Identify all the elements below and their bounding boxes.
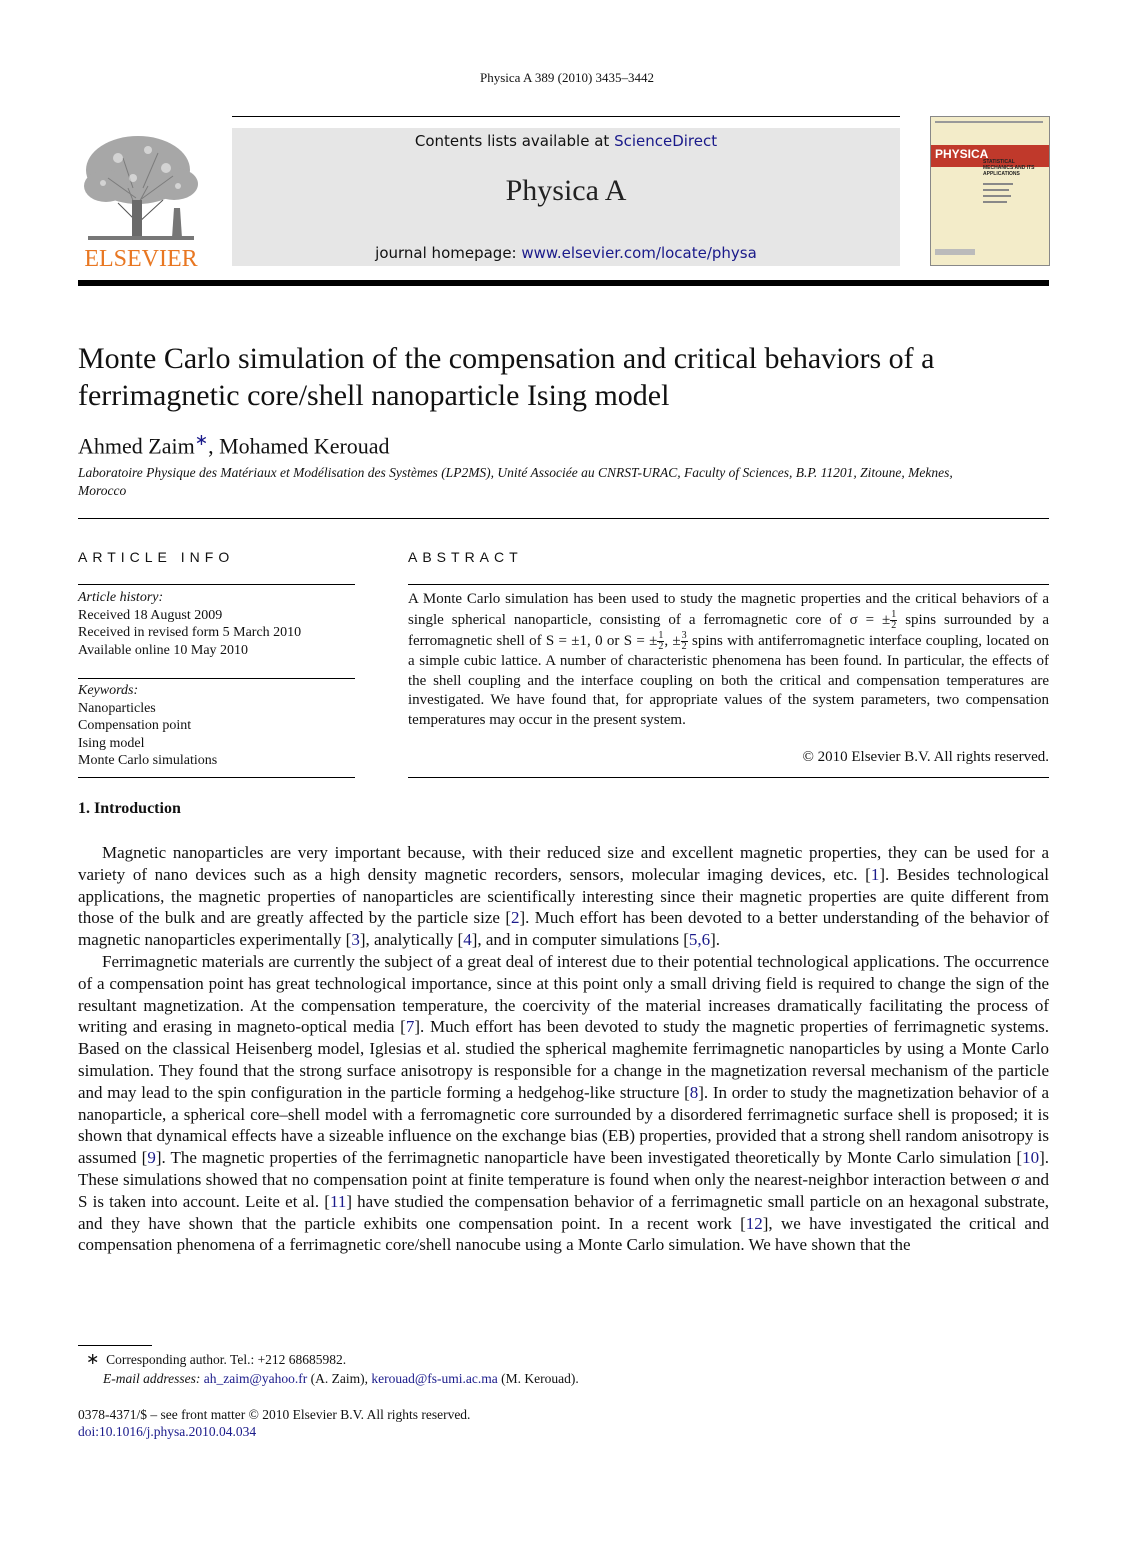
keyword: Ising model [78, 735, 145, 751]
abstract-rule [408, 584, 1049, 585]
email-link-2[interactable]: kerouad@fs-umi.ac.ma [371, 1371, 498, 1386]
citation-link[interactable]: 3 [351, 930, 360, 950]
cover-subtitle: STATISTICAL MECHANICS AND ITS APPLICATIONS [983, 159, 1035, 177]
keywords [78, 682, 355, 770]
online-date: Available online 10 May 2010 [78, 642, 249, 658]
journal-cover-thumbnail [930, 116, 1050, 266]
citation-link[interactable]: 9 [147, 1148, 156, 1168]
svg-text:ELSEVIER: ELSEVIER [84, 246, 198, 270]
elsevier-tree-icon [78, 128, 204, 270]
introduction-heading: 1. Introduction [78, 800, 181, 817]
header-thick-rule [78, 280, 1049, 286]
footnote-text: Corresponding author. Tel.: +212 68685982. [106, 1352, 347, 1367]
article-history [78, 589, 355, 659]
received-date: Received 18 August 2009 [78, 607, 223, 623]
keyword: Monte Carlo simulations [78, 753, 218, 768]
journal-name: Physica A [505, 174, 627, 207]
fraction-three-halves: $\frac{3}{2}$ [681, 629, 687, 652]
introduction-body [78, 842, 1049, 1256]
citation-link[interactable]: 7 [405, 1017, 415, 1037]
email-link-1[interactable]: ah_zaim@yahoo.fr [203, 1371, 308, 1386]
author-list [78, 430, 390, 459]
homepage-prefix: journal homepage: [375, 244, 517, 262]
revised-date: Received in revised form 5 March 2010 [78, 625, 302, 640]
fraction-one-half: $\frac{1}{2}$ [891, 608, 897, 631]
citation-link[interactable]: 8 [689, 1082, 699, 1102]
corresponding-author-mark[interactable]: ∗ [194, 432, 209, 449]
header-top-rule [232, 116, 900, 117]
author-2: Mohamed Kerouad [219, 433, 390, 459]
author-separator: , [208, 433, 220, 459]
article-info-rule [78, 678, 355, 679]
abstract-text: A Monte Carlo simulation has been used to study the magnetic properties and the critical behaviors of a single spherical nanoparticle, consisting of a ferromagnetic core of σ = ± $\frac{1}{2}$ spins surrounded by a ferromagnetic shell of S = ±1, 0 or S = ± $\frac{1}{2}$ , ± $\frac{3}{2}$ spins with antiferromagnetic interface coupling, located on a simple cubic lattice. A number of characteristic phenomena has been found. In particular, the effects of the shell coupling and the interface coupling on both the critical and compensation temperatures are investigated. We have found that, for appropriate values of the system parameters, two compensation temperatures may occur in the present system. © 2010 Elsevier B.V. All rights reserved. [408, 590, 1049, 731]
contents-prefix: Contents lists available at [414, 132, 610, 150]
journal-homepage-link[interactable]: www.elsevier.com/locate/physa [521, 244, 757, 262]
citation-link[interactable]: 4 [463, 930, 472, 950]
abstract-copyright: © 2010 Elsevier B.V. All rights reserved. [802, 749, 1049, 765]
citation-link[interactable]: 2 [511, 908, 520, 928]
article-info-rule [78, 777, 355, 778]
issn-line: 0378-4371/$ – see front matter © 2010 Elsevier B.V. All rights reserved. [78, 1407, 471, 1422]
abstract-rule [408, 777, 1049, 778]
history-label: Article history: [78, 590, 164, 605]
keywords-label: Keywords: [78, 683, 139, 698]
cover-title: PHYSICA [935, 147, 989, 161]
citation-link[interactable]: 11 [329, 1191, 347, 1211]
footnote-mark: ∗ [86, 1351, 100, 1368]
affiliation: Laboratoire Physique des Matériaux et Modélisation des Systèmes (LP2MS), Unité Associée au CNRST-URAC, Faculty of Sciences, B.P. 11201, Zitoune, Meknes, Morocco [78, 465, 953, 498]
title-rule [78, 518, 1049, 519]
article-info-heading: ARTICLE INFO [78, 549, 235, 565]
homepage-line [232, 244, 900, 262]
keyword: Nanoparticles [78, 700, 156, 716]
email-label: E-mail addresses: [103, 1371, 201, 1386]
sciencedirect-link[interactable]: ScienceDirect [614, 132, 718, 150]
citation-link[interactable]: 5,6 [688, 930, 711, 950]
journal-header-box [232, 128, 900, 266]
article-info-rule [78, 584, 355, 585]
contents-line [232, 132, 900, 150]
fraction-one-half: $\frac{1}{2}$ [658, 629, 664, 652]
footnote: ∗ Corresponding author. Tel.: +212 68685982. E-mail addresses: ah_zaim@yahoo.fr (A. Zaim), kerouad@fs-umi.ac.ma (M. Kerouad). [86, 1351, 579, 1386]
article-title: Monte Carlo simulation of the compensation and critical behaviors of a ferrimagnetic core/shell nanoparticle Ising model [78, 342, 935, 412]
front-matter [78, 1406, 470, 1440]
journal-reference: Physica A 389 (2010) 3435–3442 [479, 70, 655, 85]
keyword: Compensation point [78, 718, 192, 733]
citation-link[interactable]: 1 [870, 864, 880, 884]
intro-paragraph-1: Magnetic nanoparticles are very important because, with their reduced size and excellent magnetic properties, they can be used for a variety of nano devices such as a high density magnetic recorders, sensors, molecular imaging devices, etc. [1]. Besides technological applications, the magnetic properties of nanoparticles are scientifically interesting since their magnetic properties are quite different from those of the bulk and are greatly affected by the particle size [2]. Much effort has been devoted to a better understanding of the behavior of magnetic nanoparticles experimentally [3], analytically [4], and in computer simulations [5,6]. [78, 843, 1049, 950]
author-1: Ahmed Zaim [78, 433, 195, 459]
doi-link[interactable]: doi:10.1016/j.physa.2010.04.034 [78, 1424, 257, 1439]
abstract-heading: ABSTRACT [408, 549, 523, 565]
citation-link[interactable]: 12 [745, 1213, 763, 1233]
footnote-rule [78, 1345, 152, 1346]
elsevier-logo [78, 128, 204, 270]
intro-paragraph-2: Ferrimagnetic materials are currently the subject of a great deal of interest due to their potential technological applications. The occurrence of a compensation point has great technological importance, since at this point only a small driving field is required to change the sign of the resultant magnetization. At the compensation temperature, the coercivity of the material increases dramatically facilitating the process of writing and erasing in magneto-optical media [7]. Much effort has been devoted to study the magnetic properties of ferrimagnetic systems. Based on the classical Heisenberg model, Iglesias et al. studied the spherical maghemite ferrimagnetic nanoparticles by using a Monte Carlo simulation. They found that the strong surface anisotropy is responsible for a change in the magnetization reversal mechanism of the particle and may lead to the spin configuration in the particle forming a hedgehog-like structure [8]. In order to study the magnetization behavior of a nanoparticle, a spherical core–shell model with a ferromagnetic core surrounded by a disordered ferrimagnetic surface shell is proposed; it is shown that dynamical effects have a sizeable influence on the exchange bias (EB) properties, provided that a strong shell random anisotropy is assumed [9]. The magnetic properties of the ferrimagnetic nanoparticle have been investigated theoretically by Monte Carlo simulation [10]. These simulations showed that no compensation point at finite temperature is found when only the nearest-neighbor interaction between σ and S is taken into account. Leite et al. [11] have studied the compensation behavior of a ferrimagnetic small particle on an hexagonal substrate, and they have shown that the particle exhibits one compensation point. In a recent work [12], we have investigated the critical and compensation phenomena of a ferrimagnetic core/shell nanocube using a Monte Carlo simulation. We have shown that the [78, 951, 1049, 1255]
citation-link[interactable]: 10 [1022, 1148, 1040, 1168]
